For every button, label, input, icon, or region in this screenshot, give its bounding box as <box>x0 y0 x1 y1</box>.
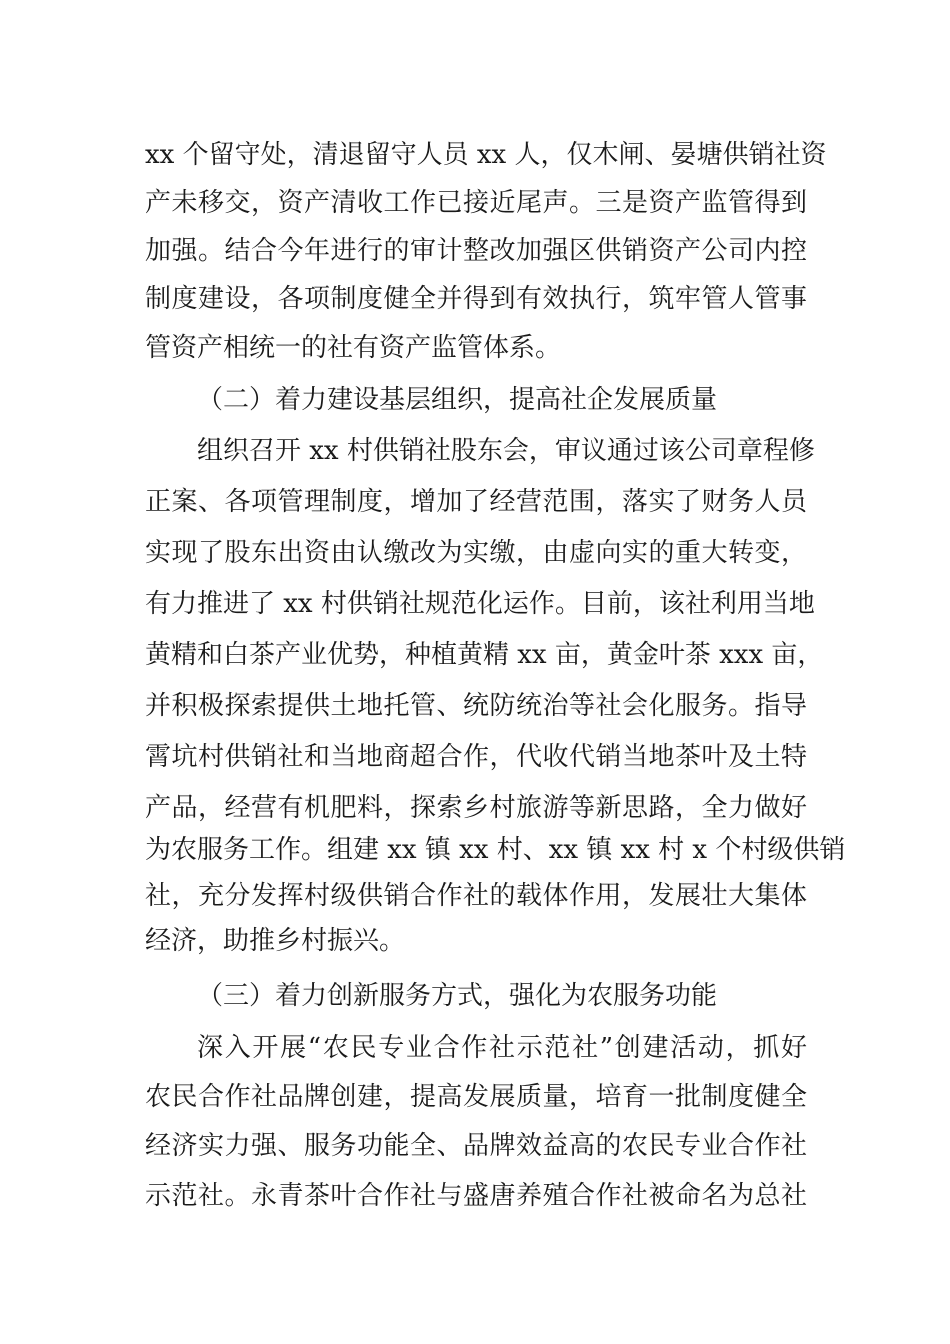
section-heading-3: （三）着力创新服务方式，强化为农服务功能 <box>197 981 718 1011</box>
body-text-line: 有力推进了 xx 村供销社规范化运作。目前，该社利用当地 <box>145 589 815 619</box>
body-text-line: 黄精和白茶产业优势，种植黄精 xx 亩，黄金叶茶 xxx 亩， <box>145 640 824 670</box>
section-heading-2: （二）着力建设基层组织，提高社企发展质量 <box>197 385 718 415</box>
body-text-line: 并积极探索提供土地托管、统防统治等社会化服务。指导 <box>145 691 807 721</box>
body-text-line: 正案、各项管理制度，增加了经营范围，落实了财务人员 <box>145 487 807 517</box>
body-text-line: 示范社。永青茶叶合作社与盛唐养殖合作社被命名为总社 <box>145 1181 807 1211</box>
body-text-line: 经济实力强、服务功能全、品牌效益高的农民专业合作社 <box>145 1131 807 1161</box>
body-text-line: 管资产相统一的社有资产监管体系。 <box>145 333 562 363</box>
body-text-line: 霄坑村供销社和当地商超合作，代收代销当地茶叶及土特 <box>145 742 807 772</box>
body-text-line: 农民合作社品牌创建，提高发展质量，培育一批制度健全 <box>145 1082 807 1112</box>
body-text-line: 产未移交，资产清收工作已接近尾声。三是资产监管得到 <box>145 188 807 218</box>
body-text-line: 加强。结合今年进行的审计整改加强区供销资产公司内控 <box>145 236 807 266</box>
body-text-line: 组织召开 xx 村供销社股东会，审议通过该公司章程修 <box>197 436 815 466</box>
body-text-line: 经济，助推乡村振兴。 <box>145 926 406 956</box>
body-text-line: 社，充分发挥村级供销合作社的载体作用，发展壮大集体 <box>145 881 807 911</box>
body-text-line: 产品，经营有机肥料，探索乡村旅游等新思路，全力做好 <box>145 793 807 823</box>
body-text-line: 制度建设，各项制度健全并得到有效执行，筑牢管人管事 <box>145 284 807 314</box>
body-text-line: 为农服务工作。组建 xx 镇 xx 村、xx 镇 xx 村 x 个村级供销 <box>145 835 846 865</box>
body-text-line: 深入开展“农民专业合作社示范社”创建活动，抓好 <box>197 1033 807 1063</box>
body-text-line: xx 个留守处，清退留守人员 xx 人，仅木闸、晏塘供销社资 <box>145 140 827 170</box>
body-text-line: 实现了股东出资由认缴改为实缴，由虚向实的重大转变， <box>145 538 807 568</box>
